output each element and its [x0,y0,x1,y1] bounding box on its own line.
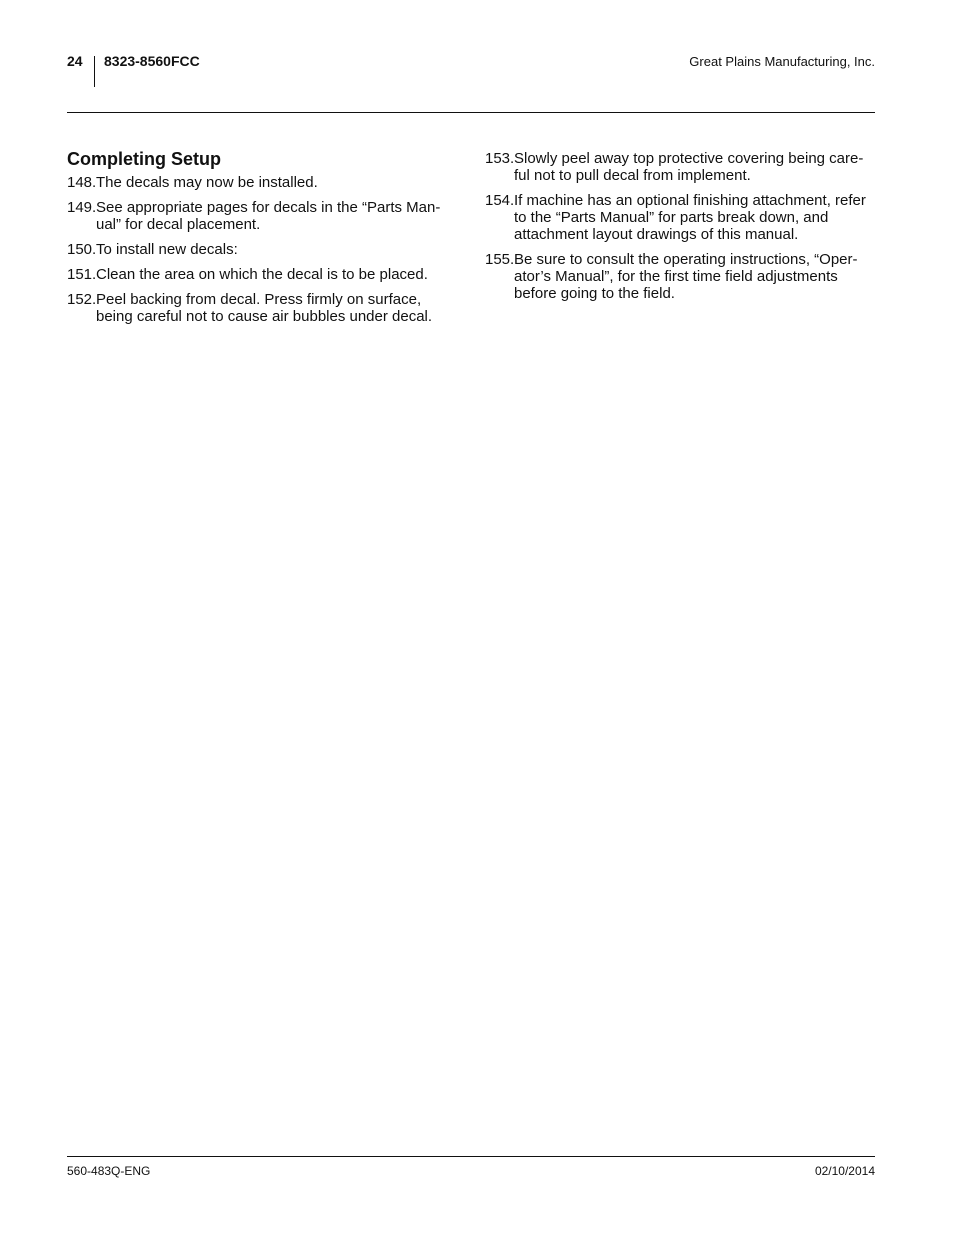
header-divider [94,56,95,87]
step-text: See appropriate pages for decals in the “Parts Man-ual” for decal placement. [96,199,441,233]
list-item [485,150,877,184]
list-item [67,291,459,325]
step-text: The decals may now be installed. [96,174,318,191]
step-text: If machine has an optional finishing attachment, refer to the “Parts Manual” for parts break down, and attachment layout drawings of this manual. [514,192,866,243]
step-text: Slowly peel away top protective covering being care-ful not to pull decal from implement. [514,150,864,184]
company-name: Great Plains Manufacturing, Inc. [689,54,875,69]
model-number: 8323-8560FCC [104,53,200,69]
publication-date: 02/10/2014 [814,1164,875,1178]
list-item [485,192,877,243]
step-text: To install new decals: [96,241,238,258]
header-rule [67,112,875,113]
step-number: 150. [67,241,97,258]
step-number: 154. [485,192,515,209]
right-column [485,150,877,310]
step-number: 155. [485,251,515,268]
step-number: 151. [67,266,97,283]
section-title: Completing Setup [67,149,221,169]
step-text: Clean the area on which the decal is to be placed. [96,266,428,283]
left-step-list [67,174,459,325]
page-number: 24 [67,53,83,69]
footer-rule [67,1156,875,1157]
step-number: 148. [67,174,97,191]
list-item [67,241,459,258]
step-number: 152. [67,291,97,308]
document-number: 560-483Q-ENG [67,1164,151,1178]
list-item [67,199,459,233]
list-item [67,266,459,283]
right-step-list [485,150,877,302]
left-column [67,148,459,333]
step-number: 149. [67,199,97,216]
list-item [67,174,459,191]
step-number: 153. [485,150,515,167]
step-text: Be sure to consult the operating instructions, “Oper-ator’s Manual”, for the first time field adjustments before going to the field. [514,251,858,302]
list-item [485,251,877,302]
step-text: Peel backing from decal. Press firmly on surface, being careful not to cause air bubbles under decal. [96,291,433,325]
